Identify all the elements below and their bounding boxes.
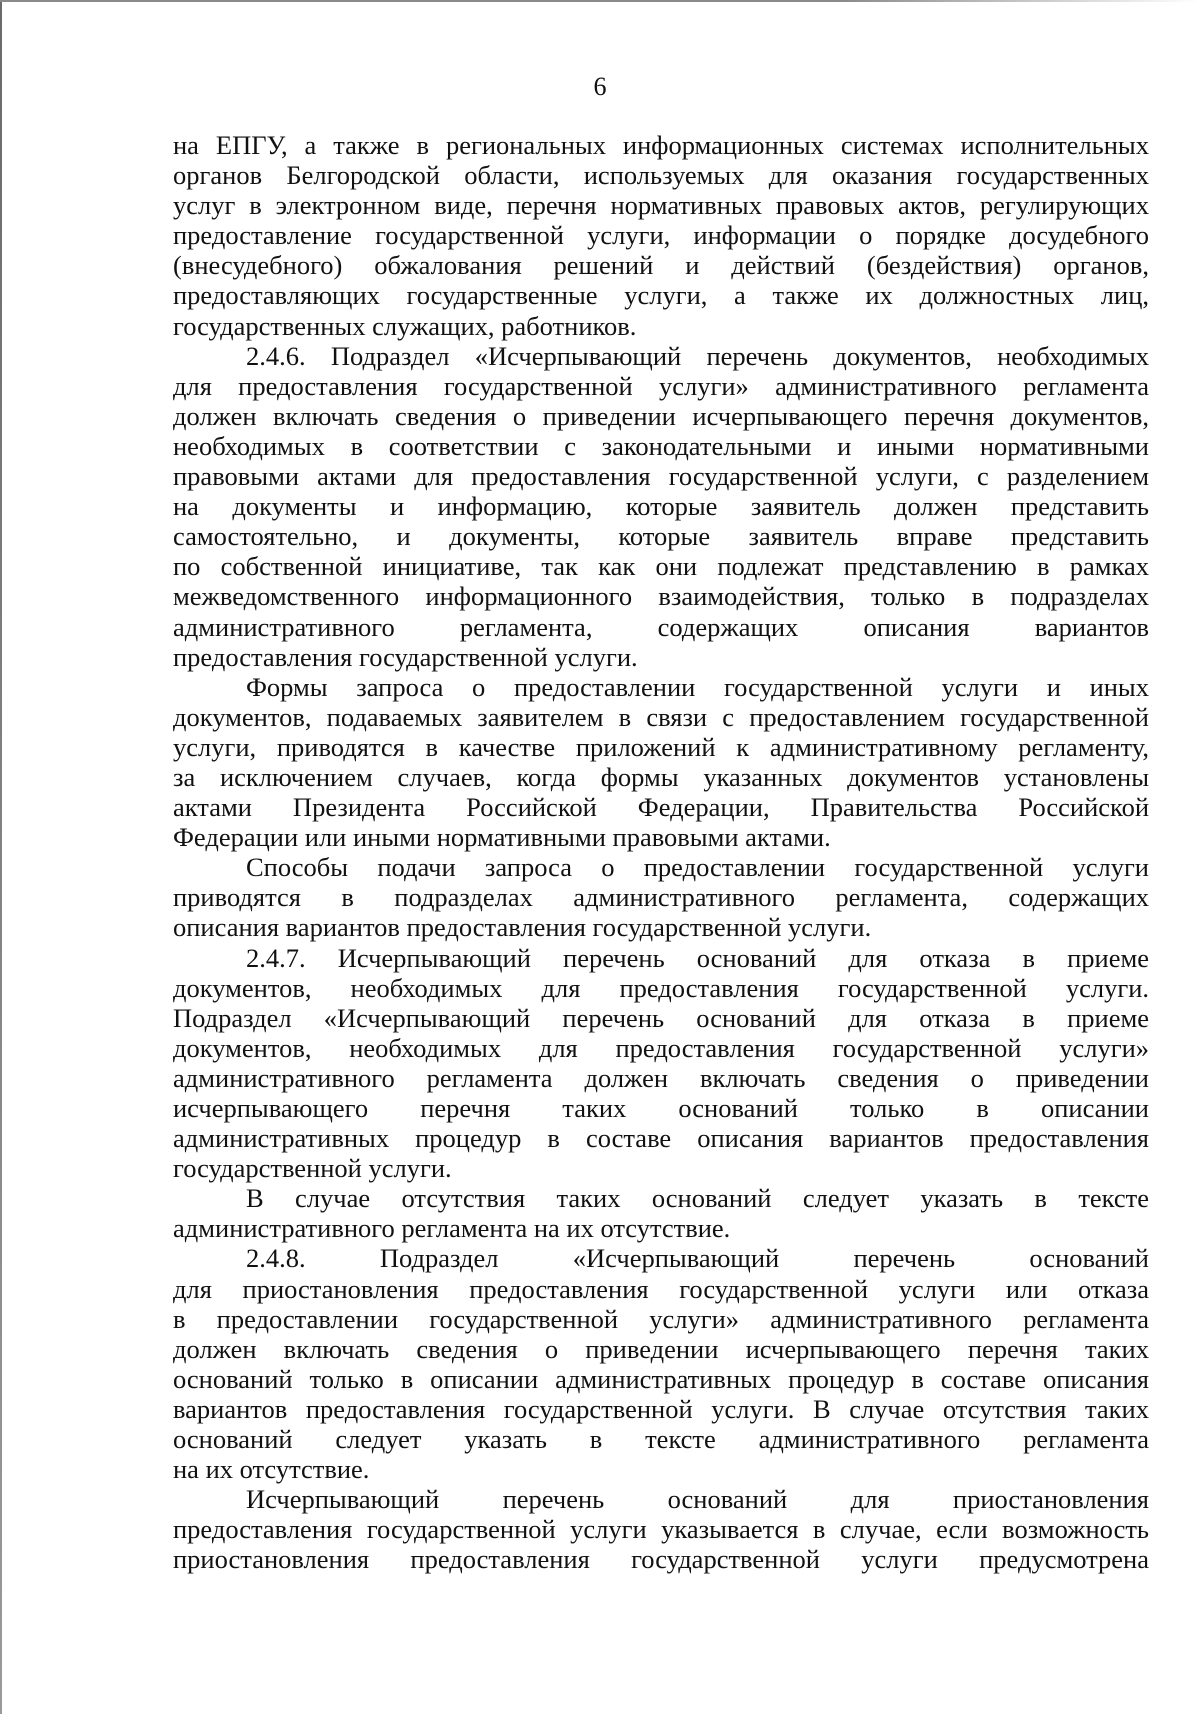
text-line: предоставления государственной услуги указывается в случае, если возможность bbox=[173, 1514, 1149, 1545]
text-line: услуги, приводятся в качестве приложений к административному регламенту, bbox=[173, 731, 1149, 762]
text-line: на ЕПГУ, а также в региональных информационных системах исполнительных bbox=[173, 130, 1149, 160]
text-line: 2.4.7. Исчерпывающий перечень оснований для отказа в приеме bbox=[246, 942, 1149, 973]
text-line: вариантов предоставления государственной услуги. В случае отсутствия таких bbox=[173, 1393, 1149, 1424]
text-line: по собственной инициативе, так как они подлежат представлению в рамках bbox=[173, 551, 1149, 582]
text-line: для приостановления предоставления государственной услуги или отказа bbox=[173, 1273, 1149, 1304]
text-line: необходимых в соответствии с законодательными и иными нормативными bbox=[173, 430, 1149, 461]
text-line: государственных служащих, работников. bbox=[173, 310, 637, 341]
text-line: правовыми актами для предоставления государственной услуги, с разделением bbox=[173, 461, 1149, 492]
text-line: на их отсутствие. bbox=[173, 1454, 370, 1485]
text-line: административных процедур в составе описания вариантов предоставления bbox=[173, 1123, 1149, 1154]
text-line: Формы запроса о предоставлении государственной услуги и иных bbox=[246, 671, 1149, 702]
text-line: в предоставлении государственной услуги» административного регламента bbox=[173, 1303, 1149, 1334]
text-line: оснований следует указать в тексте административного регламента bbox=[173, 1424, 1149, 1455]
paragraph bbox=[173, 1183, 1149, 1243]
scan-edge-left bbox=[0, 0, 2, 1714]
text-line: приостановления предоставления государственной услуги предусмотрена bbox=[173, 1544, 1149, 1575]
text-line: Исчерпывающий перечень оснований для приостановления bbox=[246, 1484, 1149, 1515]
text-line: административного регламента должен включать сведения о приведении bbox=[173, 1062, 1149, 1093]
text-line: административного регламента на их отсутствие. bbox=[173, 1213, 731, 1244]
text-line: 2.4.6. Подраздел «Исчерпывающий перечень документов, необходимых bbox=[246, 340, 1149, 371]
text-line: (внесудебного) обжалования решений и действий (бездействия) органов, bbox=[173, 250, 1149, 281]
text-line: административного регламента, содержащих описания вариантов bbox=[173, 611, 1149, 642]
text-line: Федерации или иными нормативными правовыми актами. bbox=[173, 822, 831, 853]
text-line: самостоятельно, и документы, которые заявитель вправе представить bbox=[173, 521, 1149, 552]
text-line: органов Белгородской области, используемых для оказания государственных bbox=[173, 160, 1149, 191]
paragraph bbox=[173, 852, 1149, 942]
scan-edge-top bbox=[0, 0, 1200, 2]
text-line: 2.4.8. Подраздел «Исчерпывающий перечень оснований bbox=[246, 1243, 1149, 1274]
paragraph bbox=[173, 341, 1149, 672]
paragraph bbox=[173, 943, 1149, 1184]
paragraph bbox=[173, 1484, 1149, 1574]
text-line: государственной услуги. bbox=[173, 1153, 452, 1184]
text-line: должен включать сведения о приведении исчерпывающего перечня документов, bbox=[173, 400, 1149, 431]
text-line: актами Президента Российской Федерации, Правительства Российской bbox=[173, 792, 1149, 823]
text-line: Подраздел «Исчерпывающий перечень оснований для отказа в приеме bbox=[173, 1002, 1149, 1033]
paragraph bbox=[173, 672, 1149, 853]
text-line: межведомственного информационного взаимодействия, только в подразделах bbox=[173, 581, 1149, 612]
text-line: документов, подаваемых заявителем в связи с предоставлением государственной bbox=[173, 701, 1149, 732]
page-number: 6 bbox=[593, 72, 607, 101]
text-line: описания вариантов предоставления государственной услуги. bbox=[173, 912, 872, 943]
text-line: на документы и информацию, которые заявитель должен представить bbox=[173, 491, 1149, 522]
text-line: предоставление государственной услуги, информации о порядке досудебного bbox=[173, 220, 1149, 251]
paragraph bbox=[173, 1243, 1149, 1484]
text-line: предоставления государственной услуги. bbox=[173, 641, 638, 672]
document-body bbox=[173, 130, 1149, 1575]
text-line: исчерпывающего перечня таких оснований только в описании bbox=[173, 1093, 1149, 1123]
text-line: предоставляющих государственные услуги, а также их должностных лиц, bbox=[173, 280, 1149, 311]
text-line: приводятся в подразделах административного регламента, содержащих bbox=[173, 882, 1149, 913]
text-line: должен включать сведения о приведении исчерпывающего перечня таких bbox=[173, 1333, 1149, 1364]
text-line: Способы подачи запроса о предоставлении государственной услуги bbox=[246, 852, 1149, 883]
text-line: В случае отсутствия таких оснований следует указать в тексте bbox=[246, 1183, 1149, 1214]
text-line: документов, необходимых для предоставления государственной услуги» bbox=[173, 1032, 1149, 1063]
text-line: услуг в электронном виде, перечня нормативных правовых актов, регулирующих bbox=[173, 190, 1149, 221]
text-line: за исключением случаев, когда формы указанных документов установлены bbox=[173, 761, 1149, 792]
text-line: документов, необходимых для предоставления государственной услуги. bbox=[173, 972, 1149, 1003]
paragraph bbox=[173, 130, 1149, 341]
text-line: оснований только в описании административных процедур в составе описания bbox=[173, 1363, 1149, 1394]
text-line: для предоставления государственной услуги» административного регламента bbox=[173, 370, 1149, 401]
